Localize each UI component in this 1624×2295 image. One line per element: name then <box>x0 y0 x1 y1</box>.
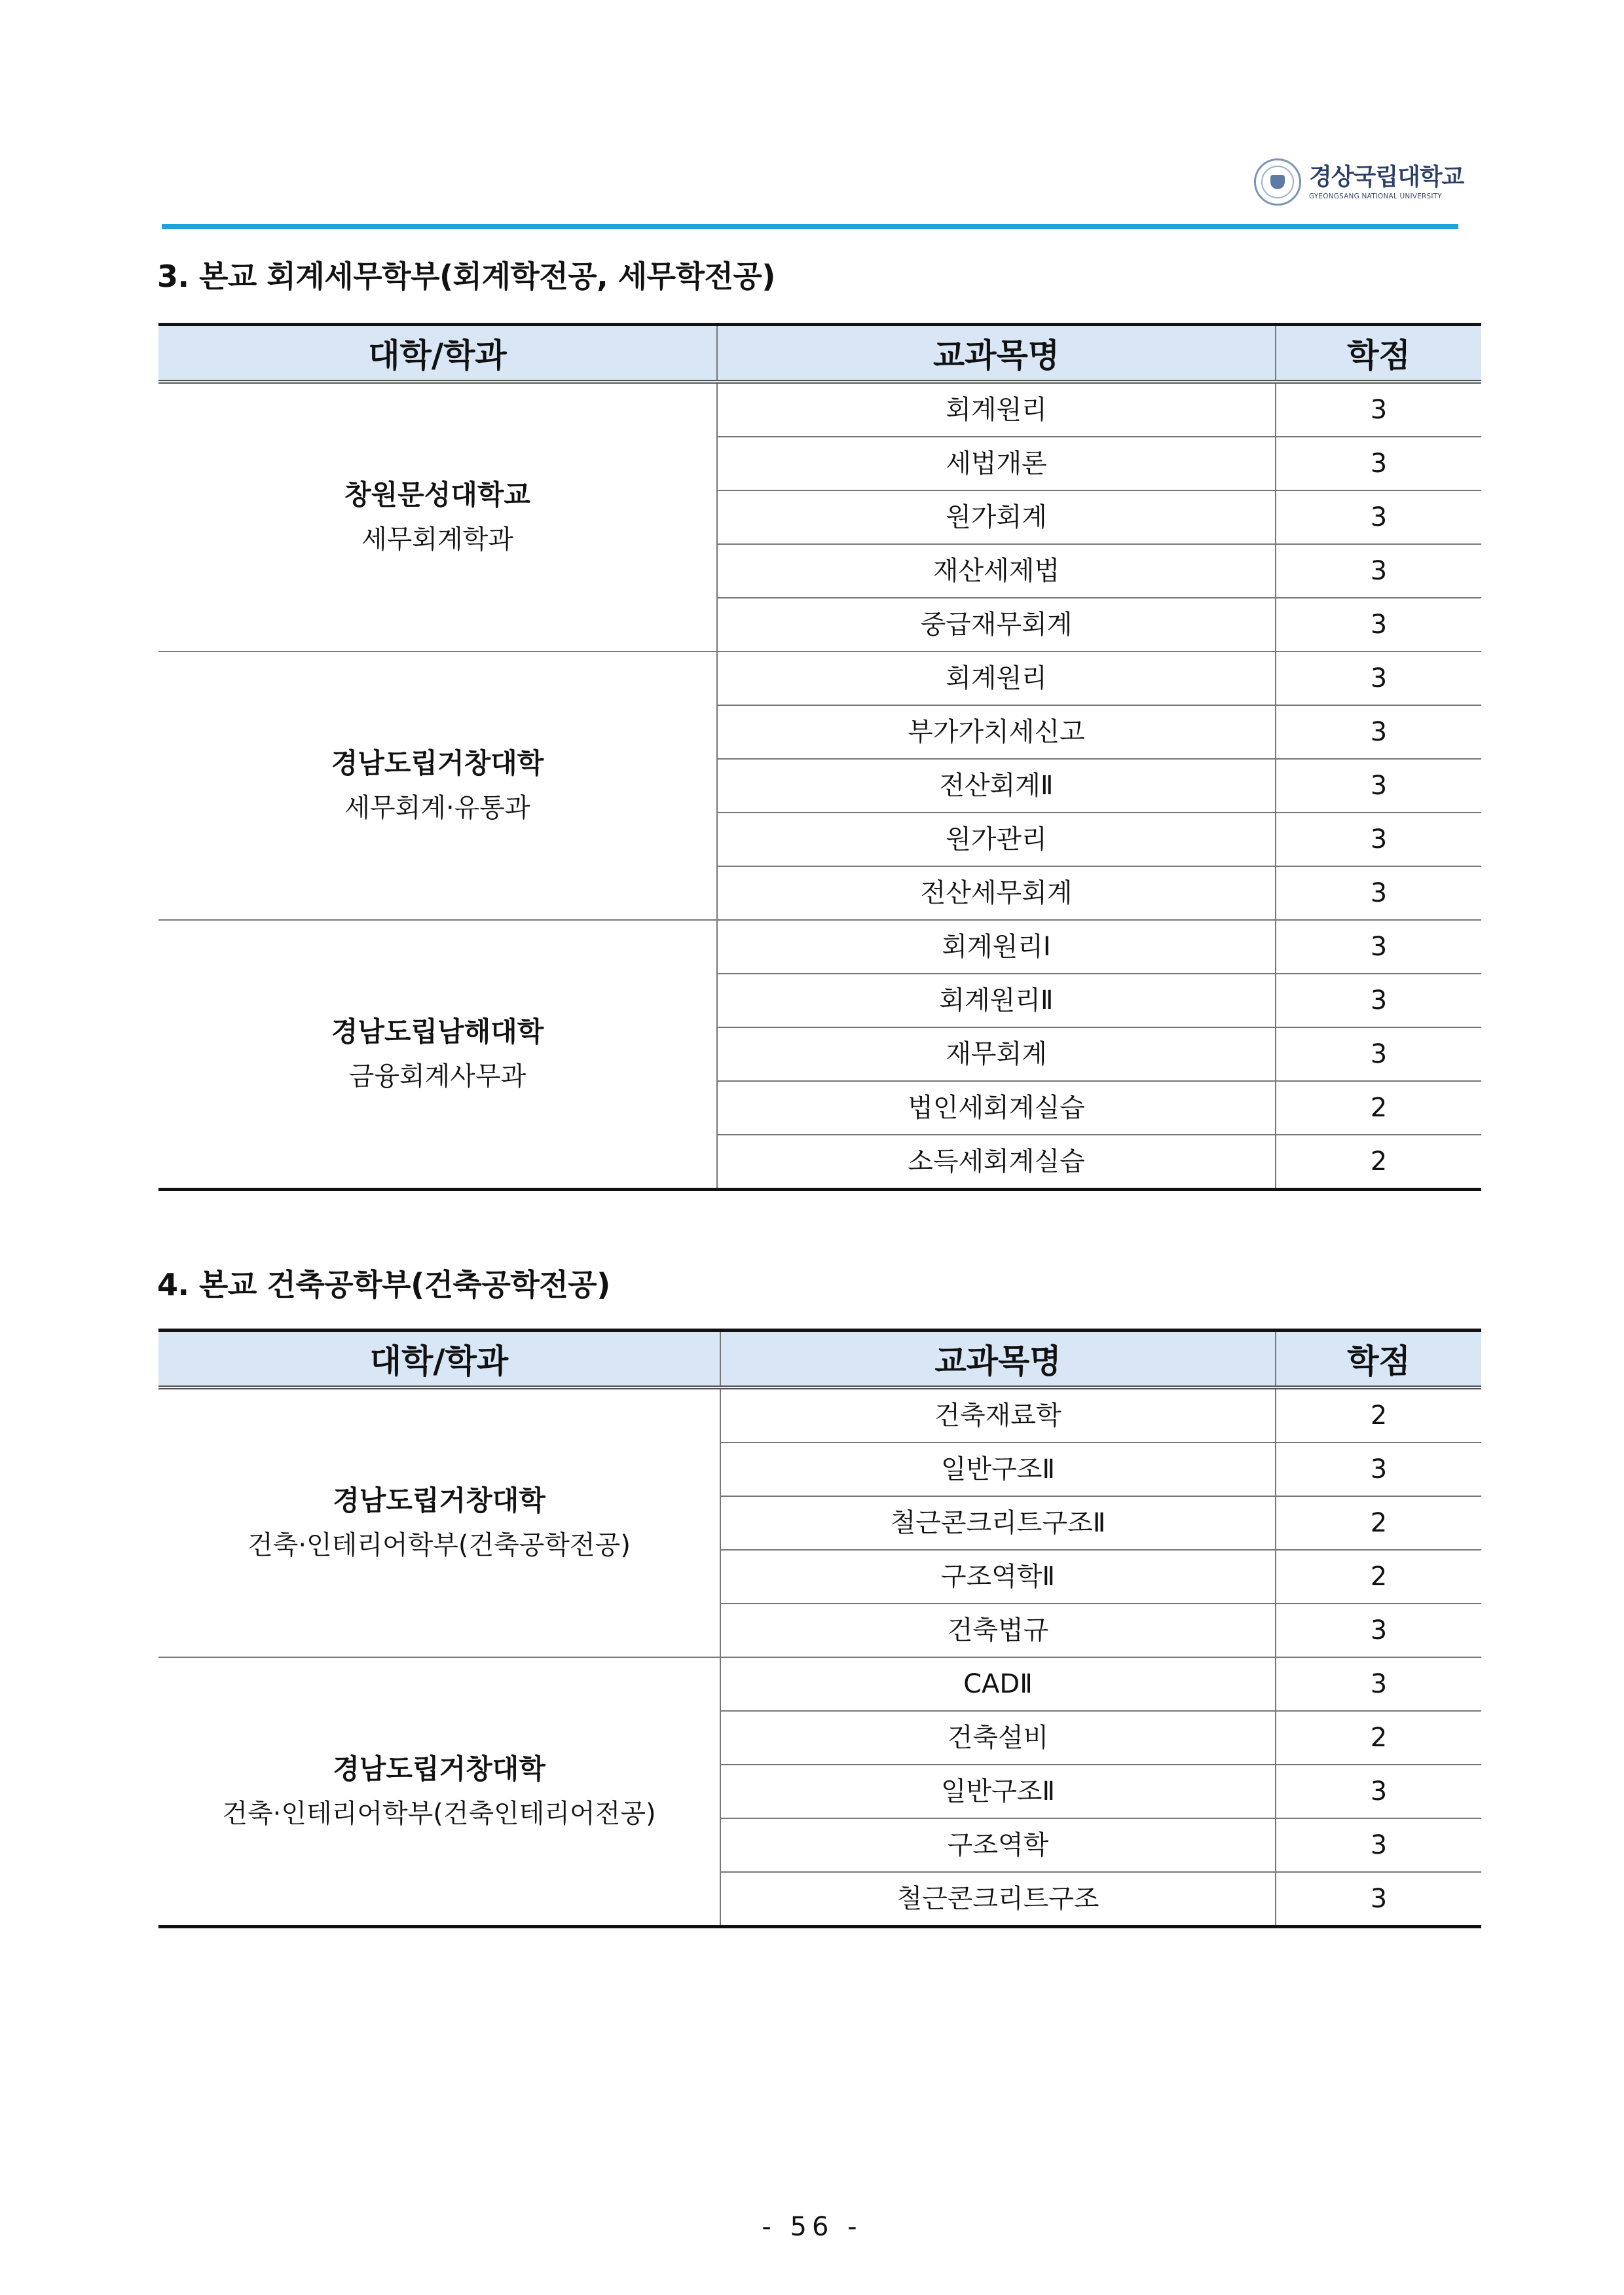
course-name: 재산세제법 <box>717 544 1276 598</box>
course-name: 철근콘크리트구조Ⅱ <box>720 1496 1276 1550</box>
course-name: 회계원리 <box>717 382 1276 437</box>
course-credit: 3 <box>1276 437 1481 490</box>
course-name: 회계원리 <box>717 652 1276 705</box>
course-name: 부가가치세신고 <box>717 705 1276 759</box>
course-name: 건축설비 <box>720 1711 1276 1765</box>
course-credit: 3 <box>1276 759 1481 813</box>
column-header: 교과목명 <box>717 325 1276 382</box>
course-name: 건축재료학 <box>720 1387 1276 1442</box>
university-name: 경남도립남해대학 <box>331 1016 544 1048</box>
curriculum-table <box>158 323 1481 1191</box>
course-name: 철근콘크리트구조 <box>720 1872 1276 1927</box>
course-credit: 3 <box>1276 705 1481 759</box>
university-name: 경남도립거창대학 <box>333 1753 545 1785</box>
logo-subtext: GYEONGSANG NATIONAL UNIVERSITY <box>1309 193 1442 200</box>
course-credit: 2 <box>1276 1496 1481 1550</box>
course-name: 원가관리 <box>717 813 1276 866</box>
header-rule <box>162 224 1458 229</box>
course-credit: 3 <box>1276 1027 1481 1081</box>
section-title: 3. 본교 회계세무학부(회계학전공, 세무학전공) <box>157 259 775 294</box>
section-title: 4. 본교 건축공학부(건축공학전공) <box>157 1267 610 1302</box>
course-name: 원가회계 <box>717 490 1276 544</box>
course-name: 일반구조Ⅱ <box>720 1442 1276 1496</box>
course-credit: 3 <box>1276 1872 1481 1927</box>
table-row <box>158 920 1481 974</box>
course-credit: 3 <box>1276 1818 1481 1872</box>
course-name: CADⅡ <box>720 1657 1276 1711</box>
course-name: 전산회계Ⅱ <box>717 759 1276 813</box>
course-credit: 2 <box>1276 1711 1481 1765</box>
course-name: 구조역학Ⅱ <box>720 1550 1276 1604</box>
course-credit: 3 <box>1276 920 1481 974</box>
university-seal-icon <box>1254 158 1301 206</box>
department-name: 건축·인테리어학부(건축공학전공) <box>248 1530 631 1560</box>
course-name: 일반구조Ⅱ <box>720 1765 1276 1818</box>
course-name: 법인세회계실습 <box>717 1081 1276 1135</box>
column-header: 학점 <box>1276 1331 1481 1388</box>
course-credit: 3 <box>1276 544 1481 598</box>
course-name: 세법개론 <box>717 437 1276 490</box>
column-header: 교과목명 <box>720 1331 1276 1388</box>
course-name: 건축법규 <box>720 1604 1276 1657</box>
column-header: 대학/학과 <box>158 1331 720 1388</box>
course-credit: 3 <box>1276 598 1481 652</box>
university-logo <box>1254 156 1477 208</box>
course-credit: 3 <box>1276 652 1481 705</box>
course-name: 회계원리Ⅰ <box>717 920 1276 974</box>
university-cell <box>158 1657 720 1927</box>
table-row <box>158 1387 1481 1442</box>
column-header: 대학/학과 <box>158 325 717 382</box>
course-name: 재무회계 <box>717 1027 1276 1081</box>
table-row <box>158 1657 1481 1711</box>
course-credit: 3 <box>1276 1765 1481 1818</box>
course-credit: 3 <box>1276 1604 1481 1657</box>
table-header-row <box>158 325 1481 382</box>
university-cell <box>158 920 717 1190</box>
department-name: 금융회계사무과 <box>348 1061 526 1092</box>
curriculum-table <box>158 1329 1481 1928</box>
course-name: 구조역학 <box>720 1818 1276 1872</box>
course-credit: 2 <box>1276 1550 1481 1604</box>
university-name: 경남도립거창대학 <box>331 747 544 779</box>
university-name: 창원문성대학교 <box>344 479 530 511</box>
course-name: 전산세무회계 <box>717 866 1276 920</box>
table-row <box>158 382 1481 437</box>
course-credit: 2 <box>1276 1387 1481 1442</box>
logo-text: 경상국립대학교 <box>1309 164 1464 191</box>
course-credit: 3 <box>1276 813 1481 866</box>
course-credit: 2 <box>1276 1081 1481 1135</box>
course-name: 중급재무회계 <box>717 598 1276 652</box>
department-name: 세무회계학과 <box>361 524 513 555</box>
table-row <box>158 652 1481 705</box>
department-name: 건축·인테리어학부(건축인테리어전공) <box>222 1799 656 1829</box>
university-cell <box>158 652 717 920</box>
course-credit: 3 <box>1276 1442 1481 1496</box>
course-name: 회계원리Ⅱ <box>717 974 1276 1027</box>
table-header-row <box>158 1331 1481 1388</box>
university-name: 경남도립거창대학 <box>333 1484 545 1516</box>
course-credit: 3 <box>1276 866 1481 920</box>
university-cell <box>158 382 717 652</box>
column-header: 학점 <box>1276 325 1481 382</box>
course-credit: 3 <box>1276 974 1481 1027</box>
course-credit: 3 <box>1276 382 1481 437</box>
department-name: 세무회계·유통과 <box>344 793 530 823</box>
course-credit: 3 <box>1276 1657 1481 1711</box>
page-number: - 56 - <box>762 2212 862 2242</box>
course-name: 소득세회계실습 <box>717 1135 1276 1190</box>
course-credit: 3 <box>1276 490 1481 544</box>
course-credit: 2 <box>1276 1135 1481 1190</box>
university-cell <box>158 1387 720 1657</box>
